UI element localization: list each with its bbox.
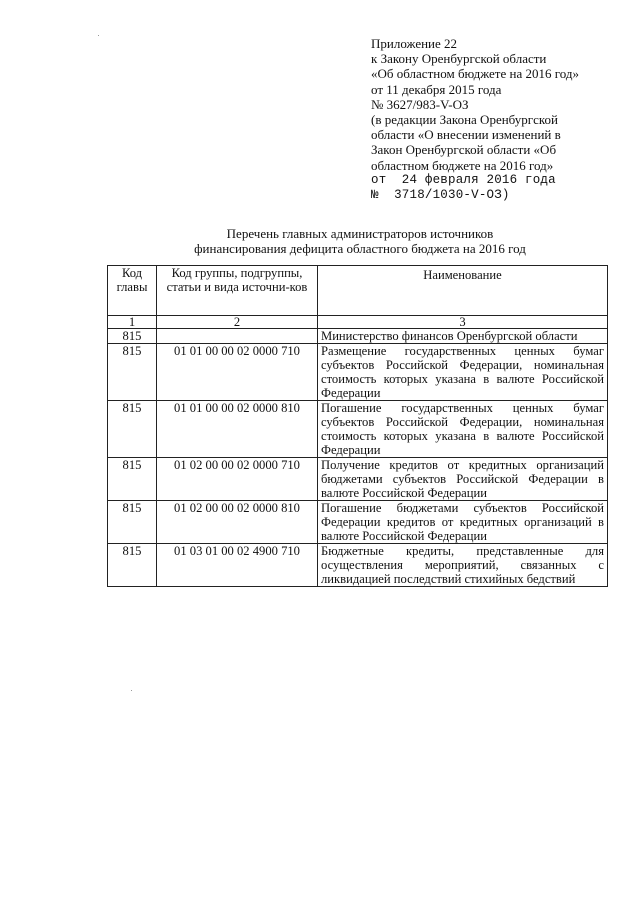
table-row (108, 344, 608, 401)
scan-speck (131, 690, 132, 691)
source-code: 01 01 00 00 02 0000 810 (157, 401, 318, 458)
source-name: Погашение государственных ценных бумаг субъектов Российской Федерации, номинальная стоимость которых указана в валюте Российской Федерации (318, 401, 608, 458)
header-chapter-code: Код главы (108, 266, 157, 316)
header-line: № 3627/983-V-ОЗ (371, 96, 469, 112)
source-name: Бюджетные кредиты, представленные для осуществления мероприятий, связанных с ликвидацией последствий стихийных бедствий (318, 544, 608, 587)
column-number: 1 (108, 316, 157, 329)
header-line: области «О внесении изменений в (371, 127, 561, 143)
column-number: 2 (157, 316, 318, 329)
table-row (108, 544, 608, 587)
header-source-code: Код группы, подгруппы, статьи и вида источни-ков (157, 266, 318, 316)
source-code: 01 01 00 00 02 0000 710 (157, 344, 318, 401)
source-code: 01 03 01 00 02 4900 710 (157, 544, 318, 587)
appendix-header (371, 36, 633, 203)
chapter-code: 815 (108, 544, 157, 587)
source-code (157, 329, 318, 344)
source-name: Получение кредитов от кредитных организаций бюджетами субъектов Российской Федерации в валюте Российской Федерации (318, 458, 608, 501)
table-row (108, 501, 608, 544)
column-number-row (108, 316, 608, 329)
header-line: Приложение 22 (371, 36, 458, 51)
header-line: Закон Оренбургской области «Об (371, 142, 557, 158)
header-line: (в редакции Закона Оренбургской (371, 112, 559, 128)
scan-speck (98, 35, 99, 36)
chapter-code: 815 (108, 329, 157, 344)
document-title (100, 226, 620, 256)
table-row (108, 329, 608, 344)
amendment-number: № 3718/1030-V-ОЗ) (371, 188, 510, 203)
source-name: Размещение государственных ценных бумаг субъектов Российской Федерации, номинальная стоимость которых указана в валюте Российской Федерации (318, 344, 608, 401)
header-line: от 11 декабря 2015 года (371, 81, 502, 97)
source-name: Министерство финансов Оренбургской области (318, 329, 608, 344)
amendment-date: от 24 февраля 2016 года (371, 172, 556, 187)
header-line: областном бюджете на 2016 год» (371, 157, 554, 173)
chapter-code: 815 (108, 501, 157, 544)
chapter-code: 815 (108, 458, 157, 501)
table-header-row (108, 266, 608, 316)
chapter-code: 815 (108, 344, 157, 401)
header-line: «Об областном бюджете на 2016 год» (371, 66, 579, 82)
table-row (108, 401, 608, 458)
source-code: 01 02 00 00 02 0000 810 (157, 501, 318, 544)
header-line: к Закону Оренбургской области (371, 51, 547, 67)
header-name: Наименование (318, 266, 608, 316)
title-line-1: Перечень главных администраторов источников (226, 226, 494, 241)
chapter-code: 815 (108, 401, 157, 458)
administrators-table (107, 265, 608, 587)
source-code: 01 02 00 00 02 0000 710 (157, 458, 318, 501)
source-name: Погашение бюджетами субъектов Российской Федерации кредитов от кредитных организаций в валюте Российской Федерации (318, 501, 608, 544)
table-row (108, 458, 608, 501)
title-line-2: финансирования дефицита областного бюджета на 2016 год (194, 241, 526, 256)
column-number: 3 (318, 316, 608, 329)
